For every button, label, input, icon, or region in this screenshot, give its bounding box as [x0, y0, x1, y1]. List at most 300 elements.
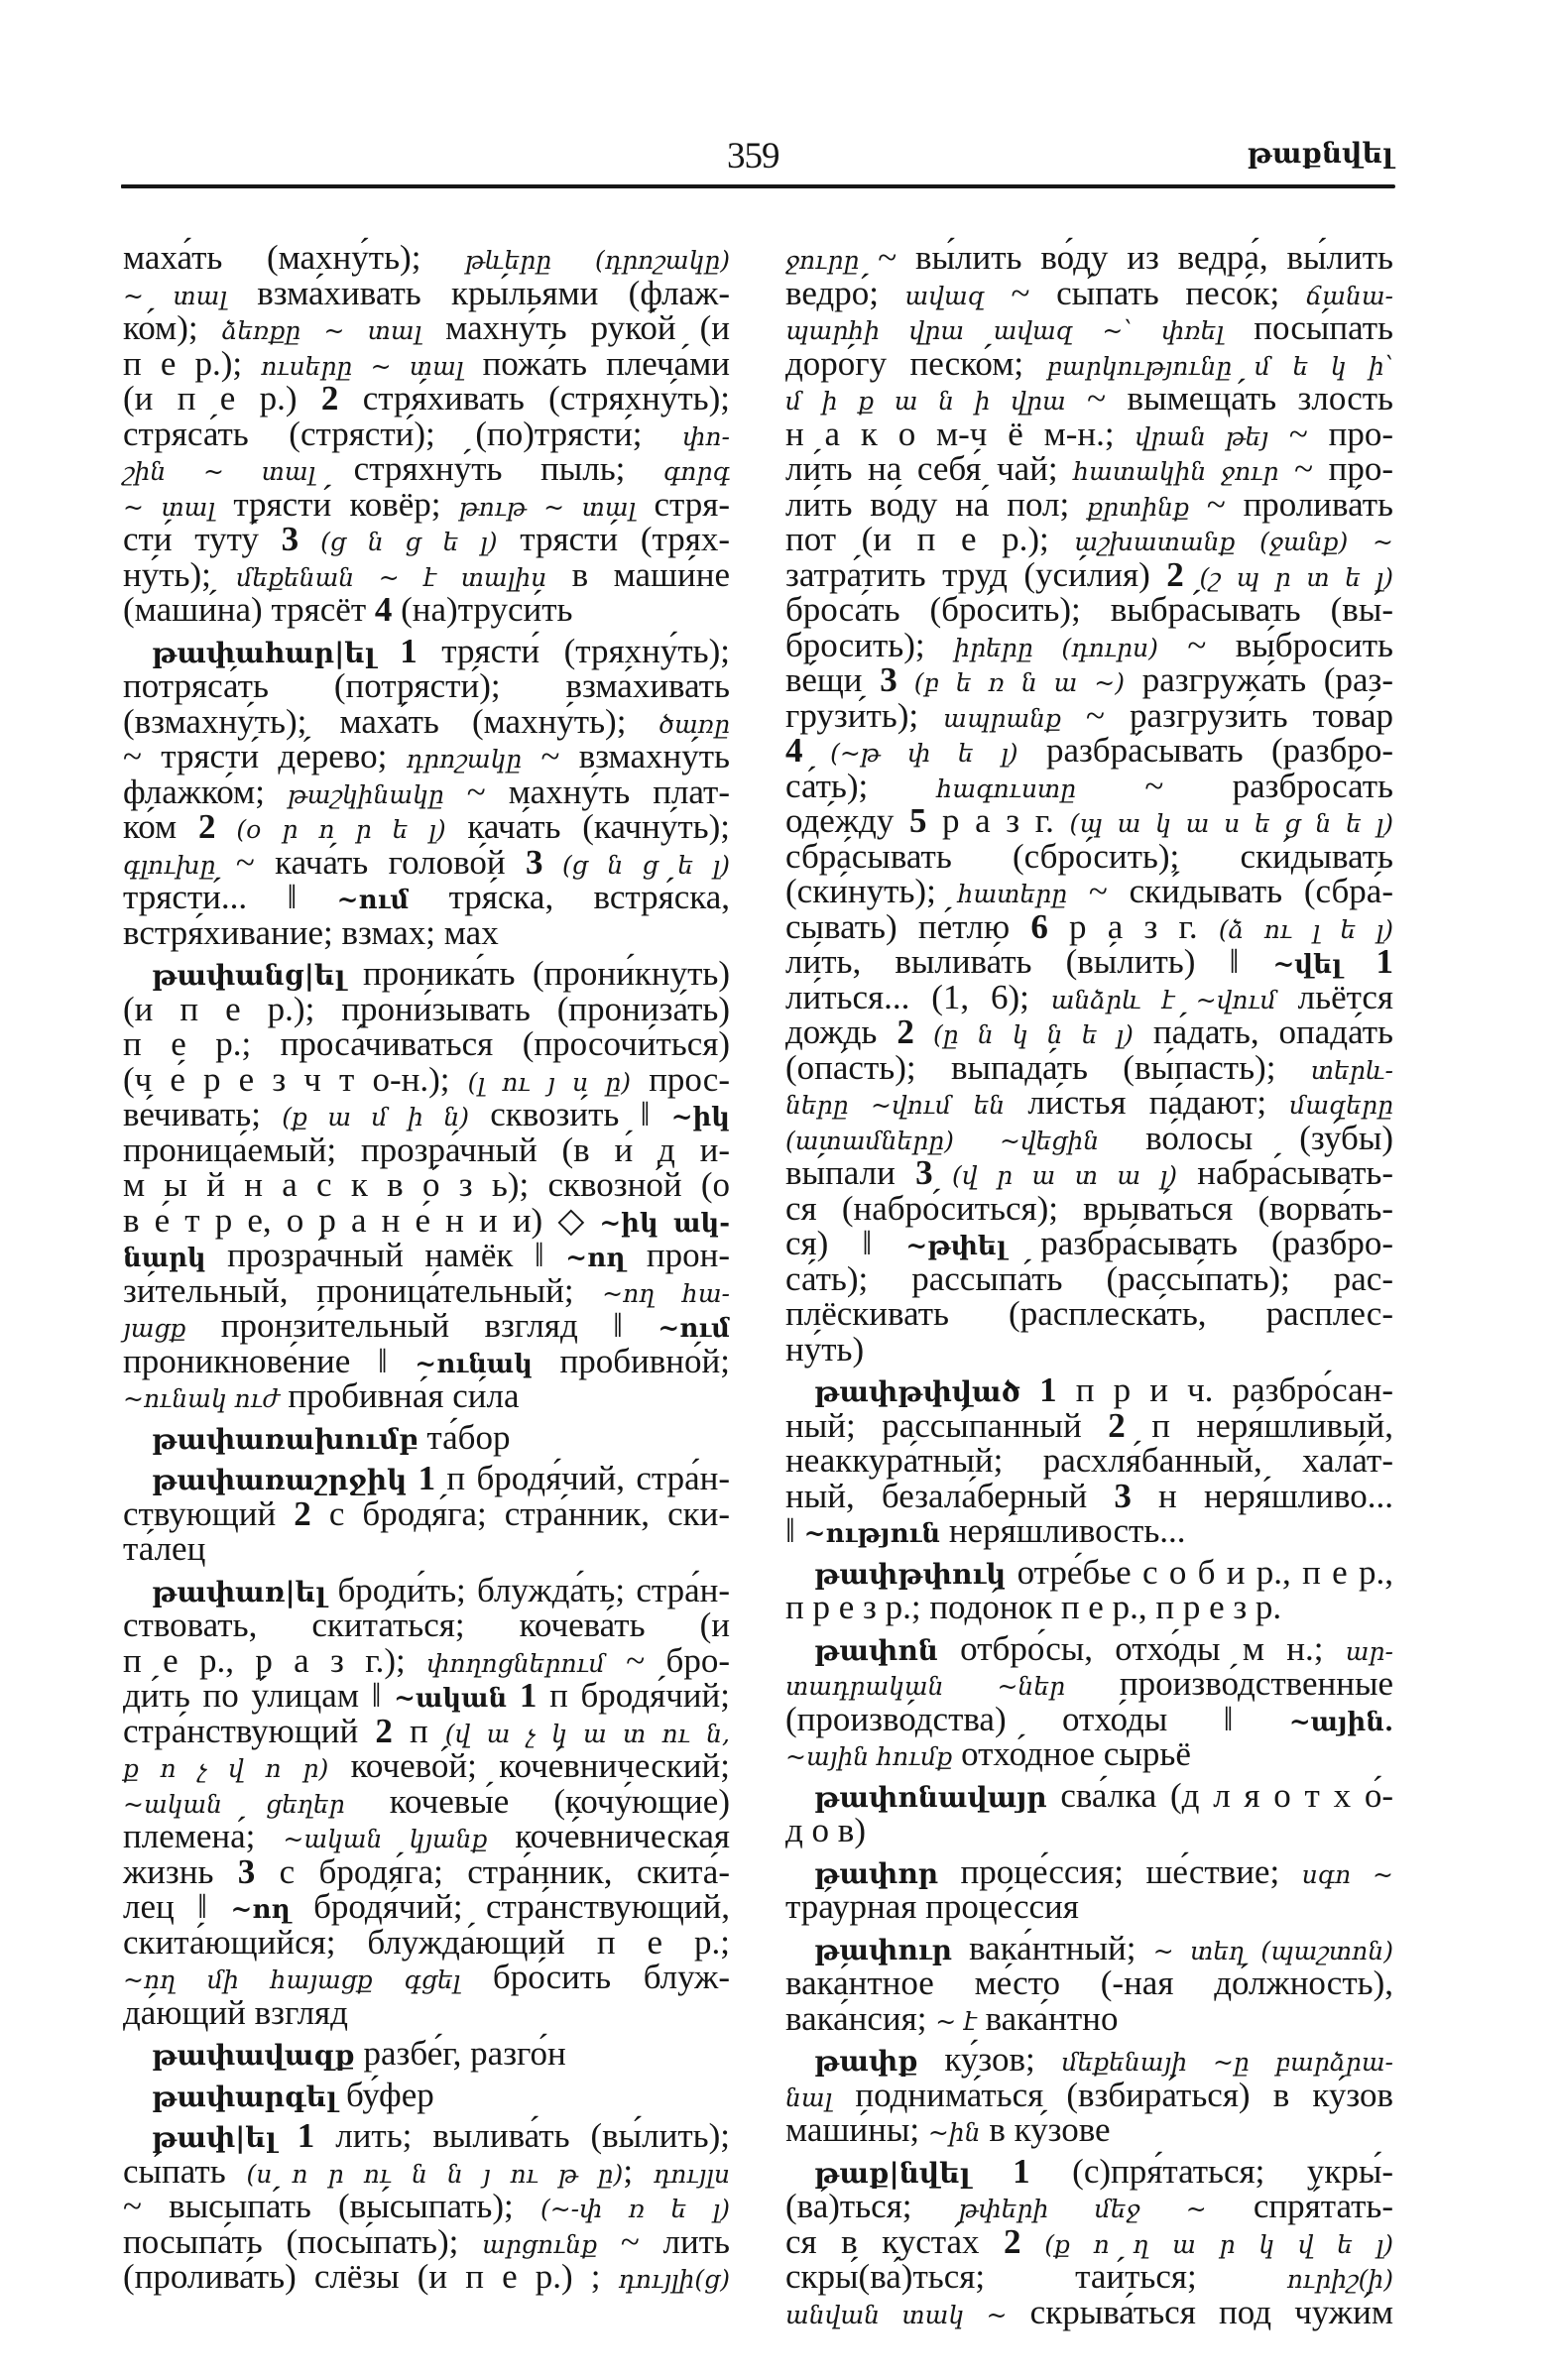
armenian-example: փողոցներում [426, 1648, 605, 1678]
russian-translation: ~ разгрузи́ть това́р [1060, 695, 1393, 735]
armenian-example: ~ական ցեղեր [123, 1789, 345, 1819]
line-text [785, 590, 1393, 629]
sense-number: 5 [908, 801, 927, 840]
russian-translation: тра́урная проце́ссия [785, 1887, 1079, 1926]
dictionary-line [785, 1226, 1393, 1261]
dictionary-line [785, 766, 1393, 805]
armenian-example: (ք ա մ ի ն) [282, 1103, 469, 1131]
russian-translation: проница́емый; прозра́чный (в и́ д и- [123, 1130, 730, 1169]
entry-headword-line [785, 1928, 1393, 1967]
line-text [814, 1776, 1393, 1815]
line-text [814, 1370, 1393, 1409]
line-text [785, 801, 1393, 840]
line-text [785, 696, 1393, 735]
headword: թափ|ել [152, 2121, 277, 2154]
russian-translation: проце́ссия; ше́ствие; [938, 1851, 1302, 1891]
line-text [814, 1852, 1393, 1891]
derived-form: ~ական [394, 1684, 508, 1714]
russian-translation: ~ ски́дывать (сбра́- [1067, 872, 1393, 910]
russian-translation: (пролива́ть) слёзы (и п е р.) ; [123, 2257, 619, 2296]
sense-number: 2 [294, 1493, 311, 1533]
russian-translation: ~ сы́пать песо́к; [984, 273, 1306, 312]
entry-headword-line [123, 1570, 730, 1609]
russian-translation: грузи́ть); [785, 695, 944, 735]
entry-headword-line [785, 1552, 1393, 1592]
dictionary-line [785, 592, 1393, 628]
entry-headword-line [785, 1372, 1393, 1408]
line-text [785, 907, 1393, 946]
dictionary-line [123, 701, 730, 741]
russian-translation: коче́вническая [487, 1817, 730, 1855]
dictionary-line [123, 1960, 730, 1995]
russian-translation: посы́пать [1223, 308, 1393, 347]
dictionary-line [123, 554, 730, 594]
line-text [123, 520, 730, 558]
russian-translation: кача́ть (качну́ть); [445, 807, 730, 846]
line-text [152, 2034, 566, 2073]
russian-translation: в ку́зове [980, 2110, 1111, 2149]
armenian-example: ~ող մի հայացք գցել [123, 1965, 461, 1994]
headword: թափք [814, 2045, 918, 2078]
russian-translation: пробивна́я си́ла [279, 1376, 520, 1415]
line-text [785, 2076, 1393, 2114]
sense-number: 2 [320, 379, 339, 417]
russian-translation: зи́тельный, проница́тельный; [123, 1270, 603, 1310]
dictionary-line [123, 1097, 730, 1132]
russian-translation: ~ лить [597, 2221, 731, 2261]
armenian-example: ~ տալ [123, 492, 216, 522]
dictionary-line [785, 1296, 1393, 1332]
line-text [123, 737, 730, 775]
russian-translation: ведро́; [785, 273, 905, 312]
russian-translation: маха́ть (махну́ть); [123, 238, 465, 277]
armenian-example: ծառը [658, 709, 730, 739]
line-text [814, 2152, 1393, 2191]
russian-translation: тря́ска, встря́ска, [409, 878, 730, 916]
headword: թափավազք [152, 2039, 355, 2072]
line-text [785, 1189, 1393, 1228]
line-text [123, 238, 730, 277]
line-text [785, 1406, 1393, 1445]
russian-translation: ну́ть) [785, 1329, 865, 1368]
dictionary-line [785, 1443, 1393, 1479]
entry-headword-line [123, 956, 730, 992]
line-text [123, 485, 730, 524]
line-text [785, 274, 1393, 312]
line-text [123, 1060, 730, 1099]
russian-translation: скита́ющийся; блужда́ющий п е р.; [123, 1922, 730, 1962]
russian-translation: ли́ть, вылива́ть (вы́лить) ‖ [785, 942, 1273, 981]
russian-translation: вы́пали [785, 1153, 916, 1192]
russian-translation: пот (и п е р.); [785, 520, 1075, 558]
dictionary-line [785, 1736, 1393, 1772]
dictionary-line [785, 1405, 1393, 1445]
line-text [123, 1606, 730, 1644]
armenian-example: ~ային հումք [785, 1742, 953, 1771]
russian-translation: п е р., р а з г.); [123, 1640, 427, 1680]
line-text [785, 837, 1393, 876]
dictionary-line [785, 1155, 1393, 1191]
dictionary-line [123, 310, 730, 346]
russian-translation: маши́ны; [785, 2110, 928, 2149]
russian-translation: прон- [625, 1236, 730, 1274]
line-text [123, 843, 730, 882]
dictionary-line [785, 836, 1393, 876]
russian-translation: сва́лка (д л я о т х о́- [1046, 1775, 1393, 1815]
line-text [785, 449, 1393, 488]
dictionary-line [785, 484, 1393, 524]
sense-number: 1 [407, 1459, 436, 1497]
russian-translation: ся в куста́х [785, 2221, 1004, 2261]
derived-form: ~ում [336, 886, 410, 915]
russian-translation: ствующий [123, 1493, 295, 1533]
russian-translation: в маши́не [546, 554, 730, 594]
russian-translation: ~ пролива́ть [1188, 484, 1393, 524]
armenian-example: սգո ~ [1301, 1859, 1393, 1889]
line-text [123, 1887, 730, 1926]
derived-form: ~ող [565, 1244, 626, 1273]
dictionary-line [123, 774, 730, 810]
line-text [785, 1048, 1393, 1087]
dictionary-line [123, 1531, 730, 1567]
russian-translation: стря́хивать (стряхну́ть); [338, 379, 730, 417]
sense-number: 2 [1004, 2221, 1021, 2261]
dictionary-line [123, 343, 730, 383]
armenian-example: իրերը (դուրս) [954, 633, 1158, 662]
armenian-example: անձրև է ~վում [1050, 985, 1276, 1014]
armenian-example: ճանա- [1305, 281, 1393, 310]
russian-translation: дождь [785, 1012, 897, 1051]
derived-form: ~իկ ակ- [599, 1208, 730, 1239]
line-text [123, 379, 730, 417]
russian-translation: ли́ть во́ду на́ пол; [785, 484, 1088, 524]
dictionary-line [785, 554, 1394, 594]
armenian-example: ~ող հա- [602, 1278, 730, 1308]
russian-translation: встря́хивание; взмах; мах [123, 912, 499, 952]
dictionary-line [123, 1238, 730, 1273]
right-column [785, 240, 1393, 2329]
derived-form: ~ունակ [415, 1349, 533, 1379]
line-text [785, 2293, 1393, 2331]
line-text [123, 1024, 730, 1063]
armenian-example: (ց ն ց ե լ) [299, 528, 498, 556]
line-text [785, 1153, 1393, 1192]
headword: թափառախումբ [152, 1422, 419, 1456]
dictionary-line [123, 2259, 730, 2295]
dictionary-line [785, 1666, 1393, 1702]
line-text [785, 520, 1393, 558]
dictionary-line [785, 240, 1393, 276]
armenian-example: (շ պ ր տ ե լ) [1183, 562, 1394, 592]
dictionary-line [123, 1167, 730, 1203]
dictionary-line [123, 1308, 730, 1344]
dictionary-line [123, 1992, 730, 2032]
russian-translation: (с)пря́таться; укры́- [1029, 2151, 1393, 2191]
dictionary-line [785, 2189, 1393, 2224]
armenian-example: ձեռքը ~ տալ [221, 316, 422, 345]
russian-translation: (маши́на) трясёт [123, 590, 375, 629]
russian-translation: бро́сить блуж- [460, 1958, 731, 1996]
armenian-example: ները ~վում են [785, 1091, 1006, 1120]
armenian-example: ~ին [927, 2118, 981, 2147]
russian-translation: набра́сывать- [1176, 1153, 1393, 1192]
line-text [785, 1012, 1393, 1051]
russian-translation: ‖ [785, 1511, 804, 1550]
armenian-example: (ը ն կ ն ե լ) [913, 1020, 1134, 1049]
line-text [123, 2187, 730, 2225]
russian-translation: трясти́ (трях- [497, 520, 730, 558]
line-text [785, 1294, 1393, 1333]
armenian-example: թութ ~ տալ [458, 492, 637, 522]
derived-form: նարկ [123, 1244, 206, 1273]
russian-translation: (опа́сть); выпада́ть (вы́пасть); [785, 1047, 1311, 1087]
line-text [785, 978, 1393, 1016]
russian-translation: (произво́дства) отхо́ды ‖ [785, 1699, 1289, 1738]
armenian-example: աշխատանք (ջանք) ~ [1074, 528, 1393, 556]
russian-translation: р а з г. [926, 801, 1070, 840]
armenian-example: մ ի ք ա ն ի վրա [785, 387, 1066, 416]
russian-translation: стряса́ть (стрясти́); (по)трясти́; [123, 414, 683, 453]
russian-translation: бу́фер [337, 2075, 434, 2114]
sense-number: 3 [237, 1851, 256, 1891]
dictionary-line [123, 1711, 730, 1750]
russian-translation: в е́ т р е, о р а н е́ н и и) ◇ [123, 1200, 600, 1240]
line-text [814, 1929, 1393, 1967]
russian-translation: ~ кача́ть голово́й [215, 842, 526, 882]
entry-headword-line [123, 631, 730, 670]
russian-translation: флажко́м; [123, 772, 288, 811]
russian-translation: ли́ться... (1, 6); [785, 977, 1051, 1016]
line-text [785, 1811, 866, 1849]
dictionary-line [785, 1047, 1393, 1087]
line-text [123, 1130, 730, 1169]
line-text [123, 1712, 730, 1750]
armenian-example: թփերի մեջ ~ [958, 2195, 1207, 2223]
russian-translation: па́дать, опада́ть [1133, 1012, 1394, 1051]
russian-translation: отбро́сы, отхо́ды м н.; [937, 1628, 1346, 1668]
line-text [123, 415, 730, 453]
armenian-example: ար- [1345, 1636, 1393, 1666]
dictionary-line [123, 1607, 730, 1643]
dictionary-line [123, 1132, 730, 1168]
dictionary-line [785, 2075, 1393, 2114]
entry-headword-line [123, 1417, 730, 1457]
armenian-example: ապրանք [943, 703, 1061, 733]
line-text [814, 1553, 1393, 1592]
russian-translation: лец ‖ [123, 1887, 231, 1926]
line-text [785, 731, 1393, 770]
dictionary-line [123, 1922, 730, 1962]
line-text [123, 449, 730, 488]
dictionary-line [123, 592, 730, 628]
dictionary-line [785, 944, 1393, 980]
dictionary-line [785, 1813, 1393, 1848]
russian-translation: стряхну́ть пыль; [315, 449, 663, 488]
dictionary-line [785, 1118, 1393, 1157]
headword: թաք|նվել [814, 2156, 971, 2190]
russian-translation: ко́м [123, 807, 198, 846]
russian-translation: сквози́ть ‖ [468, 1095, 671, 1133]
russian-translation: вака́нсия; [785, 1998, 936, 2038]
sense-number: 4 [374, 590, 393, 629]
headword: թափթփված [814, 1375, 1020, 1408]
dictionary-line [123, 1851, 730, 1891]
armenian-example: ուսերը ~ տալ [261, 351, 464, 381]
armenian-example: գորգ [662, 457, 730, 486]
russian-translation: (ч е́ р е з ч т о-н.); [123, 1059, 468, 1099]
russian-translation: плёскивать (расплеска́ть, расплес- [785, 1294, 1393, 1333]
russian-translation: (ски́нуть); [785, 872, 958, 910]
russian-translation: разбра́сывать (разбро- [1017, 731, 1393, 770]
dictionary-line [123, 2189, 730, 2224]
armenian-example: մեքենան ~ է տալիս [236, 562, 547, 592]
line-text [785, 626, 1393, 664]
line-text [785, 2257, 1393, 2296]
line-text [123, 1201, 730, 1240]
armenian-example: բարկությունը մ ե կ ի՝ [1046, 351, 1393, 381]
russian-translation: вака́нтное ме́сто (-ная до́лжность), [785, 1964, 1393, 2002]
dictionary-line [785, 733, 1393, 769]
armenian-example: (ս ո ր ու ն ն յ ու թ ը) [246, 2159, 624, 2189]
armenian-example: ~ տեղ (պաշտոն) [1152, 1936, 1393, 1965]
line-text [785, 2187, 1393, 2225]
line-text [785, 1477, 1393, 1515]
headword: թափոն [814, 1633, 938, 1667]
line-text [152, 1571, 730, 1609]
russian-translation: р а з г. [1047, 906, 1219, 946]
line-text [123, 2222, 730, 2261]
russian-translation: ~ разброса́ть [1076, 766, 1393, 805]
line-text [123, 1306, 730, 1345]
russian-translation: проника́ть (прони́кнуть) [345, 954, 730, 993]
armenian-example: անվան տակ ~ [785, 2300, 1008, 2329]
russian-translation: неря́шливость... [940, 1511, 1186, 1550]
line-text [785, 2110, 1111, 2149]
line-text [123, 1271, 730, 1310]
armenian-example: (ց ն ց ե լ) [542, 850, 730, 880]
armenian-example: դույլի(ց) [618, 2265, 730, 2294]
armenian-example: հագուստը [936, 774, 1077, 803]
russian-translation: прозра́чный намёк ‖ [205, 1236, 566, 1274]
entry-headword-line [785, 1851, 1393, 1891]
running-head: թաքնվել [1247, 137, 1393, 170]
russian-translation: (взмахну́ть); маха́ть (махну́ть); [123, 701, 659, 741]
line-text [785, 1119, 1393, 1157]
headword: թափառաշրջիկ [152, 1464, 408, 1496]
russian-translation: п р е з р.; подо́нок п е р., п р е з р. [785, 1588, 1282, 1626]
armenian-example: (բ ե ռ ն ա ~) [897, 668, 1125, 697]
sense-number: 2 [1108, 1405, 1126, 1445]
russian-translation: (и п е р.); прони́зывать (прониза́ть) [123, 989, 730, 1028]
russian-translation: (и п е р.) [123, 379, 321, 417]
russian-translation: взма́хивать кры́льями (флаж- [226, 273, 730, 312]
line-text [785, 308, 1393, 347]
russian-translation: пронзи́тельный взгляд ‖ [185, 1306, 658, 1345]
russian-translation: во́лосы (зу́бы) [1099, 1118, 1393, 1157]
line-text [785, 872, 1393, 910]
russian-translation: бродя́чий; стра́нствующий, [290, 1887, 731, 1926]
russian-translation: та́бор [418, 1417, 511, 1457]
dictionary-line [123, 912, 730, 952]
armenian-example: ավազ [904, 281, 985, 310]
dictionary-line [123, 522, 730, 557]
russian-translation: ~ про- [1278, 449, 1394, 488]
russian-translation: кочевы́е (кочу́ющие) [344, 1781, 730, 1821]
line-text [123, 308, 730, 347]
dictionary-line [123, 1678, 730, 1714]
russian-translation: скрыва́ться под чужи́м [1007, 2292, 1393, 2331]
dictionary-line [785, 1085, 1393, 1121]
line-text [123, 773, 730, 811]
dictionary-line [785, 1699, 1393, 1738]
armenian-example: վրան թեյ [1135, 421, 1269, 451]
line-text [123, 1165, 730, 1204]
line-text [123, 1095, 730, 1133]
russian-translation: п неря́шливый, [1125, 1405, 1393, 1445]
dictionary-line [123, 739, 730, 774]
line-text [785, 1441, 1393, 1480]
derived-form: ~ություն [803, 1519, 941, 1549]
line-text [123, 1852, 730, 1891]
sense-number: 3 [880, 660, 897, 699]
line-text [123, 1641, 730, 1680]
line-text [123, 666, 730, 705]
headword: թափանց|ել [152, 959, 346, 992]
line-text [123, 1993, 348, 2032]
sense-number: 2 [1166, 554, 1184, 594]
dictionary-line [123, 2221, 731, 2261]
sense-number: 1 [970, 2151, 1030, 2191]
russian-translation: потряса́ть (потрясти́); взма́хивать [123, 666, 730, 705]
russian-translation: ствовать, скита́ться; кочева́ть (и [123, 1606, 730, 1644]
derived-form: ~ային. [1288, 1707, 1393, 1737]
armenian-example: (օ ր ո ր ե լ) [215, 815, 446, 844]
armenian-example: մեքենայի ~ը բարձրա- [1061, 2048, 1393, 2077]
sense-number: 4 [785, 731, 803, 770]
russian-translation: (на)труси́ть [392, 590, 573, 629]
russian-translation: кочево́й; коче́внический; [328, 1746, 730, 1785]
entry-headword-line [123, 2036, 730, 2072]
dictionary-line [785, 874, 1393, 909]
line-text [123, 1958, 730, 1996]
headword: թափոր [814, 1856, 939, 1890]
russian-translation: бросить); [785, 625, 955, 664]
sense-number: 2 [375, 1711, 393, 1750]
line-text [123, 990, 730, 1028]
russian-translation: д о в) [785, 1811, 866, 1849]
dictionary-line [123, 809, 730, 845]
headword: թափուր [814, 1933, 952, 1966]
dictionary-line [123, 842, 730, 882]
armenian-example: տերև- [1310, 1055, 1393, 1085]
russian-translation: броса́ть (бро́сить); выбра́сывать (вы́- [785, 590, 1393, 629]
entry-headword-line [785, 2042, 1393, 2078]
russian-translation: с бродя́га; стра́нник, ски- [310, 1493, 730, 1533]
dictionary-line [785, 1513, 1393, 1549]
russian-translation: п е р.; проса́чиваться (просочи́ться) [123, 1024, 730, 1063]
line-text [152, 632, 730, 670]
russian-translation: сы́пать [123, 2151, 247, 2191]
russian-translation: ~ трясти́ де́рево; [123, 737, 407, 775]
russian-translation: ся) ‖ [785, 1224, 906, 1262]
dictionary-line [785, 2112, 1393, 2148]
armenian-example: (ձ ու լ ե լ) [1218, 914, 1393, 944]
armenian-example: ~ական կյանք [283, 1825, 488, 1853]
dictionary-line [123, 1270, 730, 1310]
armenian-example: (ք ո ղ ա ր կ վ ե լ) [1020, 2229, 1393, 2259]
line-text [123, 702, 730, 741]
line-text [785, 238, 1393, 277]
